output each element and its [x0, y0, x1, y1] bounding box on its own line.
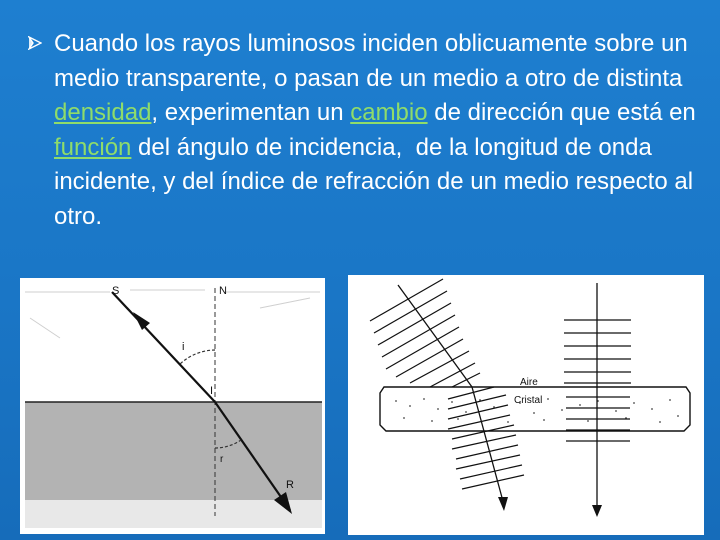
label-angle-incidence: i [182, 341, 185, 353]
text-segment: Cuando los rayos luminosos inciden oblicuamente sobre un medio transparente, o pasan de un medio a otro de distinta [54, 30, 695, 92]
arrowhead-bullet-icon [28, 36, 42, 50]
text-segment: de dirección que está en [427, 99, 703, 126]
scan-texture [25, 290, 320, 338]
label-normal: N [219, 285, 227, 297]
label-aire: Aire [520, 377, 538, 388]
text-segment: , experimentan un [151, 99, 351, 126]
label-incident-ray: S [112, 285, 120, 297]
normal-ray-arrow-icon [592, 505, 602, 517]
incident-ray [112, 292, 215, 402]
refraction-ray-diagram [20, 278, 325, 534]
label-incidence-point: I [210, 385, 214, 397]
link-cambio[interactable]: cambio [350, 99, 428, 126]
wavefront-diagram [348, 275, 704, 535]
normal-refracted-wavefronts [566, 397, 630, 441]
bullet-text [54, 27, 714, 234]
refraction-ray-svg [20, 278, 325, 534]
label-angle-refraction: r [220, 454, 224, 465]
oblique-refracted-ray [472, 387, 504, 505]
oblique-incident-ray [398, 285, 472, 387]
incidence-angle-arc [180, 350, 215, 364]
link-funcion[interactable]: función [54, 133, 132, 161]
label-refracted-ray: R [286, 479, 294, 491]
label-cristal: Cristal [514, 395, 543, 406]
wavefront-svg [348, 275, 704, 535]
lower-margin [25, 500, 322, 528]
text-segment: del ángulo de incidencia, de la longitud de onda incidente, y del índice de refracción de un medio respecto al otro. [54, 133, 700, 230]
glass-boundary [380, 387, 690, 431]
dense-medium [25, 402, 322, 500]
incident-arrow-icon [133, 312, 150, 330]
oblique-refracted-arrow-icon [498, 497, 508, 511]
link-densidad[interactable]: densidad [54, 99, 152, 126]
oblique-incident-wavefronts [370, 279, 480, 387]
